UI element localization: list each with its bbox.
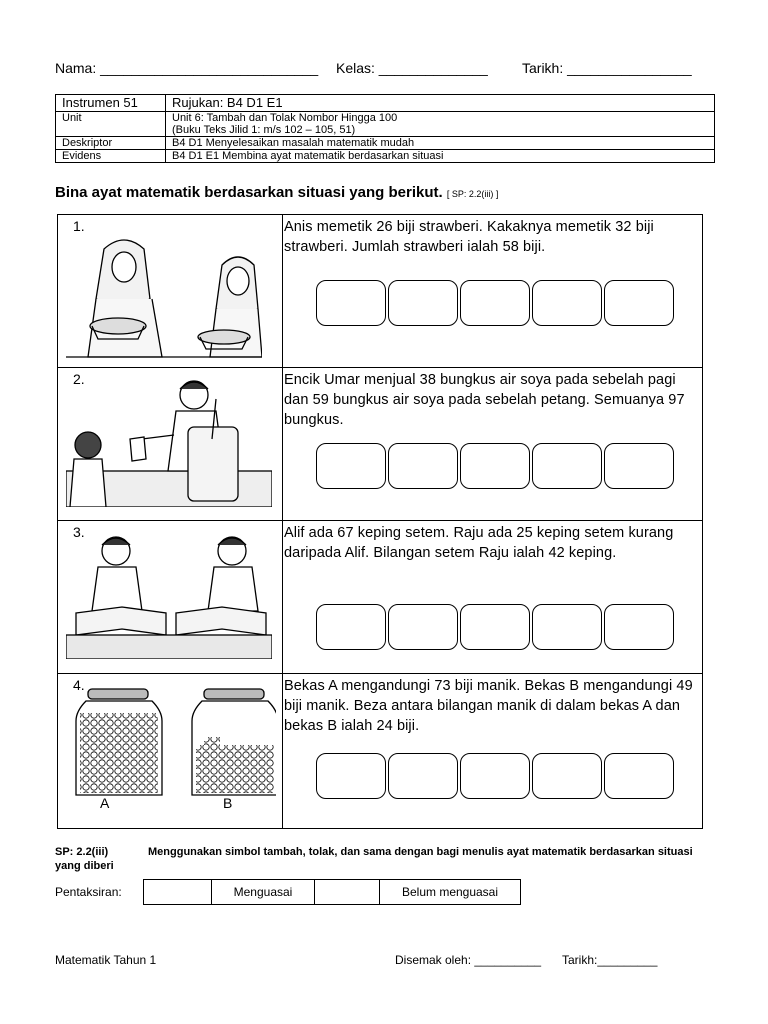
standard-text: Menggunakan simbol tambah, tolak, dan sama dengan bagi menulis ayat matematik berdasarkan situasi yang diberi xyxy=(55,846,693,872)
answer-box[interactable] xyxy=(388,443,458,489)
assessment-table xyxy=(143,879,521,905)
assessment-checkbox-not-mastered[interactable] xyxy=(315,880,380,904)
question-4-text: Bekas A mengandungi 73 biji manik. Bekas B mengandungi 49 biji manik. Beza antara bilangan manik di dalam bekas A dan bekas B ialah 24 biji. xyxy=(284,678,693,734)
answer-box[interactable] xyxy=(532,280,602,326)
answer-box[interactable] xyxy=(388,280,458,326)
strawberry-picking-illustration xyxy=(66,229,262,359)
question-4-number: 4. xyxy=(73,677,85,693)
rujukan-cell: Rujukan: B4 D1 E1 xyxy=(166,95,715,112)
question-4-answer-boxes xyxy=(316,753,678,801)
answer-box[interactable] xyxy=(316,604,386,650)
standard-code: SP: 2.2(iii) xyxy=(55,846,109,858)
stamp-album-illustration xyxy=(66,531,272,659)
deskriptor-value: B4 D1 Menyelesaikan masalah matematik mudah xyxy=(166,137,715,150)
answer-box[interactable] xyxy=(388,604,458,650)
instruction-sp-ref: [ SP: 2.2(iii) ] xyxy=(446,189,499,199)
kelas-field[interactable]: Kelas: ______________ xyxy=(336,60,488,76)
answer-box[interactable] xyxy=(460,280,530,326)
footer-subject: Matematik Tahun 1 xyxy=(55,953,157,967)
evidens-label: Evidens xyxy=(56,150,166,163)
instrument-info-table xyxy=(55,94,715,163)
question-3-answer-boxes xyxy=(316,604,678,652)
answer-box[interactable] xyxy=(604,604,674,650)
evidens-value: B4 D1 E1 Membina ayat matematik berdasarkan situasi xyxy=(166,150,715,163)
answer-box[interactable] xyxy=(460,443,530,489)
jar-a-label: A xyxy=(100,795,110,811)
jar-b-label: B xyxy=(223,795,233,811)
instrumen-cell: Instrumen 51 xyxy=(56,95,166,112)
answer-box[interactable] xyxy=(460,604,530,650)
bead-jars-illustration xyxy=(66,687,276,799)
question-3-text: Alif ada 67 keping setem. Raju ada 25 keping setem kurang daripada Alif. Bilangan setem Raju ialah 42 keping. xyxy=(284,525,674,561)
column-divider xyxy=(282,215,283,828)
assessment-label: Pentaksiran: xyxy=(55,885,122,899)
instruction-text: Bina ayat matematik berdasarkan situasi yang berikut. xyxy=(55,184,443,201)
question-3-number: 3. xyxy=(73,524,85,540)
student-header xyxy=(55,60,715,80)
assessment-option-mastered: Menguasai xyxy=(212,880,315,904)
answer-box[interactable] xyxy=(604,280,674,326)
assessment-option-not-mastered: Belum menguasai xyxy=(401,885,499,899)
tarikh-field[interactable]: Tarikh: ________________ xyxy=(522,60,692,76)
row-divider xyxy=(58,673,702,674)
answer-box[interactable] xyxy=(532,443,602,489)
answer-box[interactable] xyxy=(532,753,602,799)
answer-box[interactable] xyxy=(316,753,386,799)
answer-box[interactable] xyxy=(604,753,674,799)
question-2-number: 2. xyxy=(73,371,85,387)
nama-field[interactable]: Nama: ____________________________ xyxy=(55,60,319,76)
row-divider xyxy=(58,367,702,368)
soya-seller-illustration xyxy=(66,379,272,507)
answer-box[interactable] xyxy=(316,280,386,326)
answer-box[interactable] xyxy=(460,753,530,799)
answer-box[interactable] xyxy=(388,753,458,799)
assessment-checkbox-mastered[interactable] xyxy=(144,880,212,904)
question-2-text: Encik Umar menjual 38 bungkus air soya pada sebelah pagi dan 59 bungkus air soya pada sebelah petang. Semuanya 97 bungkus. xyxy=(284,372,685,428)
question-1-number: 1. xyxy=(73,218,85,234)
unit-line-1: Unit 6: Tambah dan Tolak Nombor Hingga 100 xyxy=(172,112,398,124)
instruction-title xyxy=(55,184,498,201)
question-2-answer-boxes xyxy=(316,443,678,491)
unit-value xyxy=(166,112,715,137)
footer-checked-by[interactable]: Disemak oleh: __________ xyxy=(395,953,542,967)
unit-line-2: (Buku Teks Jilid 1: m/s 102 – 105, 51) xyxy=(172,124,356,136)
unit-label: Unit xyxy=(56,112,166,137)
deskriptor-label: Deskriptor xyxy=(56,137,166,150)
question-1-text: Anis memetik 26 biji strawberi. Kakaknya memetik 32 biji strawberi. Jumlah strawberi ialah 58 biji. xyxy=(284,219,654,255)
row-divider xyxy=(58,520,702,521)
answer-box[interactable] xyxy=(532,604,602,650)
answer-box[interactable] xyxy=(316,443,386,489)
answer-box[interactable] xyxy=(604,443,674,489)
question-grid xyxy=(57,214,703,829)
question-1-answer-boxes xyxy=(316,280,678,328)
footer-date[interactable]: Tarikh:_________ xyxy=(562,953,658,967)
